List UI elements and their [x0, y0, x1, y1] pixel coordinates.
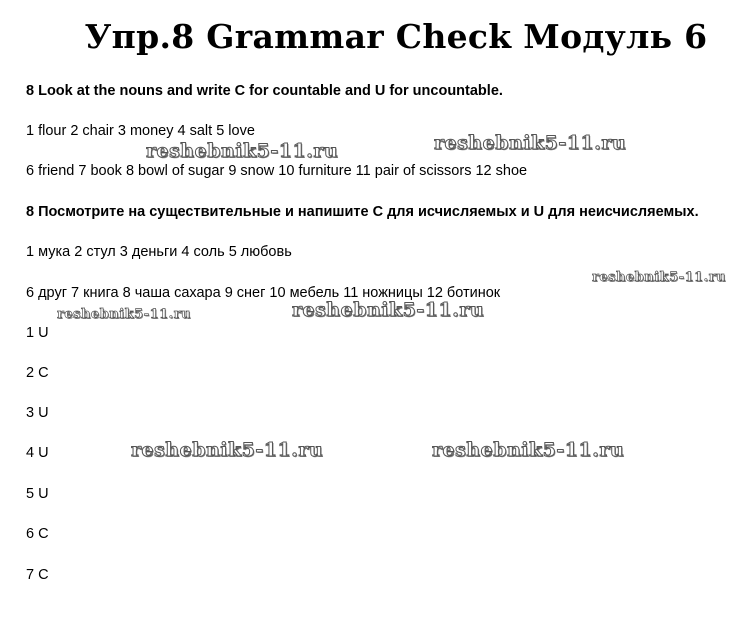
- word-list-ru-1: 1 мука 2 стул 3 деньги 4 соль 5 любовь: [26, 244, 292, 260]
- task-instruction-en: 8 Look at the nouns and write C for countable and U for uncountable.: [26, 83, 503, 99]
- answer-6: 6 C: [26, 526, 49, 542]
- answer-1: 1 U: [26, 325, 49, 341]
- answer-2: 2 C: [26, 365, 49, 381]
- watermark: reshebnik5-11.ru: [292, 299, 485, 321]
- answer-3: 3 U: [26, 405, 49, 421]
- answer-7: 7 C: [26, 567, 49, 583]
- page-title: Упр.8 Grammar Check Модуль 6: [84, 17, 708, 56]
- watermark: reshebnik5-11.ru: [434, 132, 627, 154]
- watermark: reshebnik5-11.ru: [146, 140, 339, 162]
- word-list-en-2: 6 friend 7 book 8 bowl of sugar 9 snow 10 furniture 11 pair of scissors 12 shoe: [26, 163, 528, 179]
- watermark: reshebnik5-11.ru: [57, 307, 192, 322]
- watermark: reshebnik5-11.ru: [592, 270, 727, 285]
- word-list-ru-2: 6 друг 7 книга 8 чаша сахара 9 снег 10 мебель 11 ножницы 12 ботинок: [26, 285, 501, 301]
- watermark: reshebnik5-11.ru: [131, 439, 324, 461]
- task-instruction-ru: 8 Посмотрите на существительные и напишите С для исчисляемых и U для неисчисляемых.: [26, 204, 699, 220]
- watermark: reshebnik5-11.ru: [432, 439, 625, 461]
- answer-5: 5 U: [26, 486, 49, 502]
- word-list-en-1: 1 flour 2 chair 3 money 4 salt 5 love: [26, 123, 255, 139]
- answer-4: 4 U: [26, 445, 49, 461]
